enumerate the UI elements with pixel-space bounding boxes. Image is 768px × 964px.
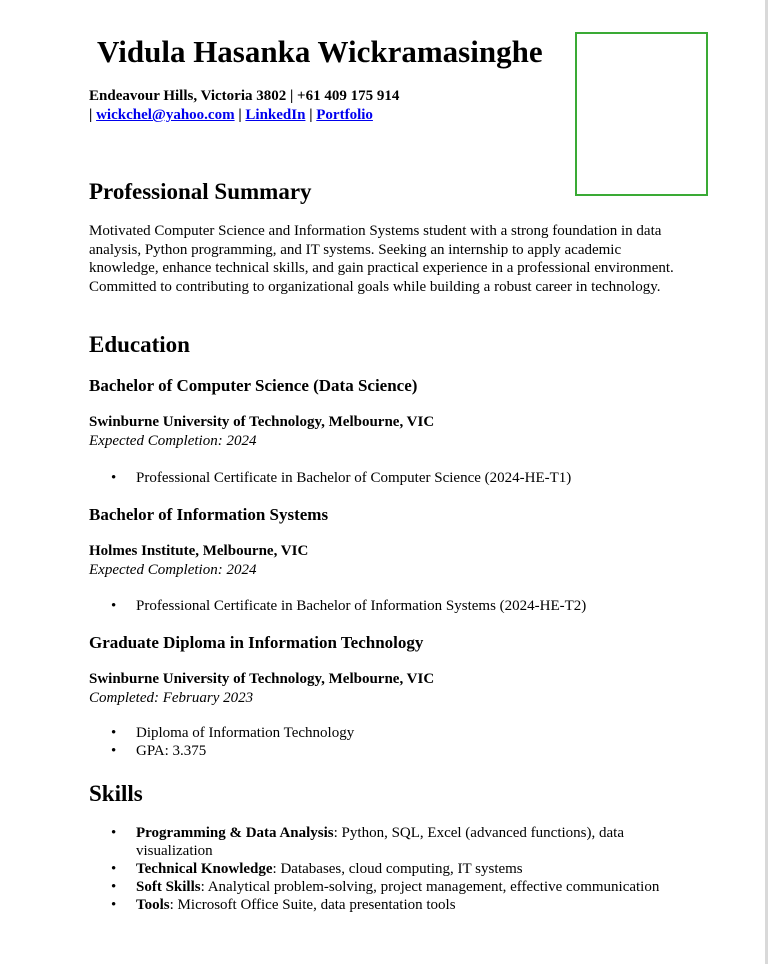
degree-bullets	[89, 724, 679, 760]
skill-item	[89, 860, 679, 878]
summary-text: Motivated Computer Science and Information Systems student with a strong foundation in data analysis, Python programming, and IT systems. Seeking an internship to apply academic knowledge, enhance technical skills, and gain practical experience in a professional environment. Committed to contributing to organizational goals while building a robust career in technology.	[89, 223, 674, 295]
bullet-icon: •	[111, 725, 117, 741]
skill-label: Programming & Data Analysis	[136, 825, 334, 841]
institution: Holmes Institute, Melbourne, VIC	[89, 543, 309, 559]
institution: Swinburne University of Technology, Melbourne, VIC	[89, 671, 435, 687]
list-item: • Diploma of Information Technology	[111, 725, 355, 741]
degree-title: Bachelor of Computer Science (Data Science)	[89, 376, 418, 395]
skill-text: : Microsoft Office Suite, data presentation tools	[169, 897, 456, 913]
completion-date: Expected Completion: 2024	[89, 562, 257, 578]
separator: |	[234, 107, 246, 123]
completion-date: Completed: February 2023	[89, 690, 254, 706]
skills-heading: Skills	[89, 781, 143, 806]
skill-label: Technical Knowledge	[136, 861, 273, 877]
skill-text: : Analytical problem-solving, project management, effective communication	[200, 879, 660, 895]
summary-heading: Professional Summary	[89, 179, 312, 204]
list-item: • GPA: 3.375	[111, 743, 207, 759]
education-heading: Education	[89, 332, 190, 357]
separator: |	[305, 107, 317, 123]
resume-name: Vidula Hasanka Wickramasinghe	[97, 34, 543, 69]
skill-text: : Python, SQL, Excel (advanced functions), data visualization	[136, 825, 624, 859]
separator: |	[89, 107, 97, 123]
bullet-icon: •	[111, 897, 117, 913]
bullet-icon: •	[111, 825, 117, 841]
contact-block	[89, 87, 399, 125]
skill-text: : Databases, cloud computing, IT systems	[272, 861, 523, 877]
completion-date: Expected Completion: 2024	[89, 433, 257, 449]
contact-links	[89, 106, 399, 125]
degree-bullets	[89, 597, 679, 615]
linkedin-link[interactable]: LinkedIn	[245, 107, 306, 123]
bullet-icon: •	[111, 598, 117, 614]
skill-item	[89, 878, 679, 896]
location-phone: Endeavour Hills, Victoria 3802 | +61 409 175 914	[89, 88, 400, 104]
skill-item	[89, 896, 679, 914]
list-item: • Professional Certificate in Bachelor of Computer Science (2024-HE-T1)	[111, 470, 572, 486]
skill-label: Soft Skills	[136, 879, 201, 895]
bullet-icon: •	[111, 879, 117, 895]
skills-list	[89, 824, 679, 914]
photo-placeholder	[575, 32, 708, 196]
degree-title: Bachelor of Information Systems	[89, 505, 329, 524]
list-item: • Professional Certificate in Bachelor of Information Systems (2024-HE-T2)	[111, 598, 587, 614]
email-link[interactable]: wickchel@yahoo.com	[96, 107, 235, 123]
skill-item	[89, 824, 679, 860]
degree-bullets	[89, 469, 679, 487]
skill-label: Tools	[136, 897, 170, 913]
bullet-icon: •	[111, 743, 117, 759]
bullet-icon: •	[111, 861, 117, 877]
portfolio-link[interactable]: Portfolio	[316, 107, 373, 123]
bullet-icon: •	[111, 470, 117, 486]
institution: Swinburne University of Technology, Melbourne, VIC	[89, 414, 435, 430]
degree-title: Graduate Diploma in Information Technology	[89, 633, 424, 652]
